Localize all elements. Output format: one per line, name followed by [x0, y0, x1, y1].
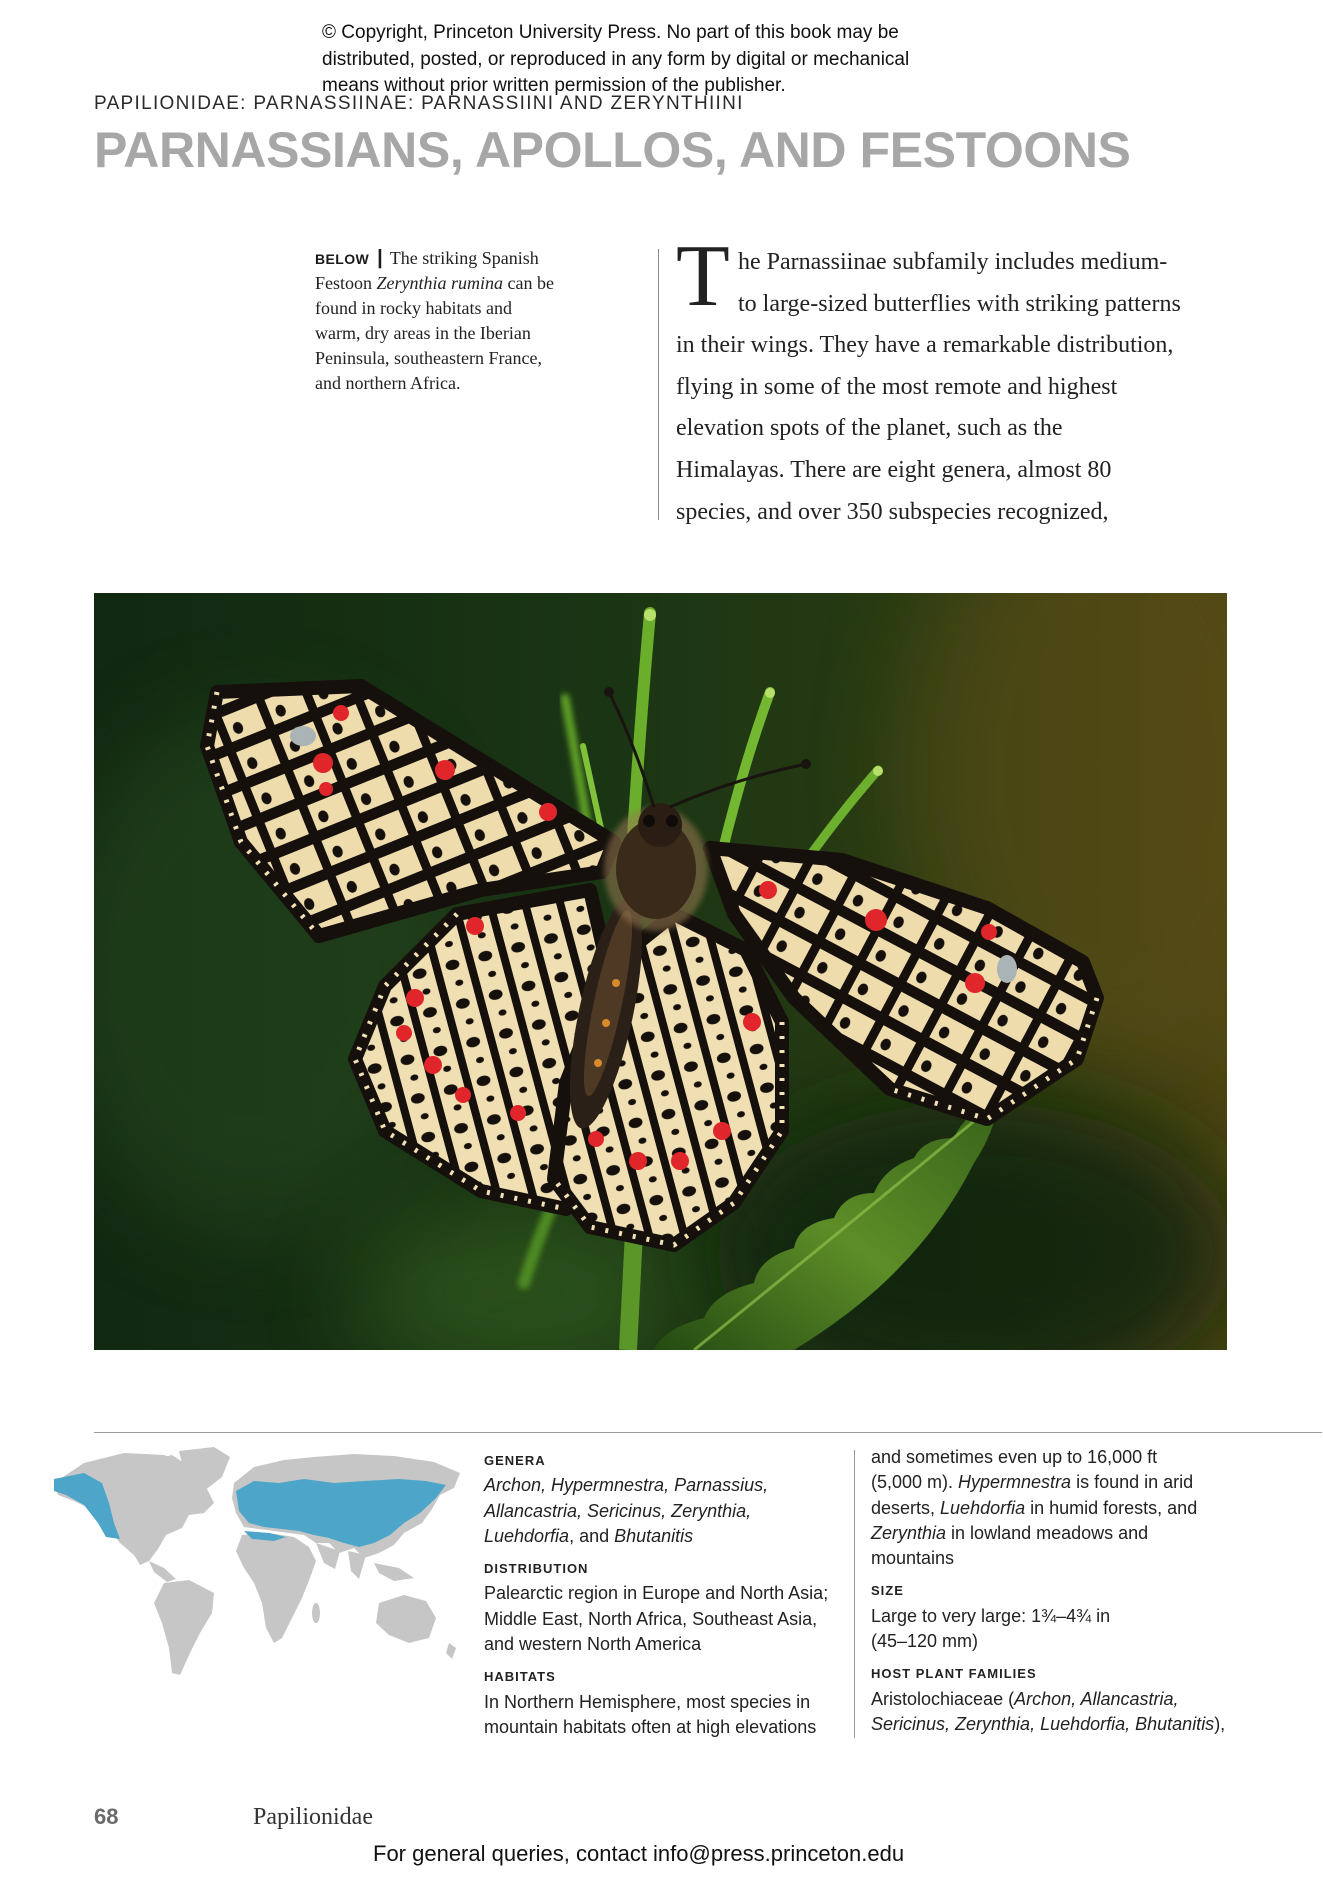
continent-australia [376, 1595, 436, 1643]
butterfly-illustration [94, 593, 1227, 1350]
red-spot [539, 803, 557, 821]
red-spot [313, 753, 333, 773]
caption-label: BELOW [315, 251, 370, 267]
grey-wing-spot [290, 726, 316, 746]
fact-section [871, 1661, 1301, 1737]
caption-line [315, 346, 595, 371]
fact-line [484, 1524, 846, 1549]
abdomen-dot [602, 1019, 610, 1027]
italic-term: Hypermnestra [958, 1472, 1072, 1493]
copyright-line: means without prior written permission of the publisher. [322, 75, 786, 96]
facts-divider [854, 1450, 855, 1738]
red-spot [629, 1152, 647, 1170]
fact-text [871, 1604, 1301, 1655]
fact-line [484, 1607, 846, 1632]
southeast-asia-islands [374, 1563, 414, 1581]
page-number: 68 [94, 1804, 119, 1829]
copyright-notice [322, 20, 909, 100]
red-spot [319, 782, 333, 796]
new-zealand [446, 1643, 456, 1659]
italic-term: Sericinus, Zerynthia, Luehdorfia, Bhutanitis [871, 1713, 1215, 1734]
intro-line: Himalayas. There are eight genera, almost 80 [676, 456, 1112, 483]
italic-term: Zerynthia rumina [376, 273, 504, 293]
text-segment: Festoon [315, 273, 377, 293]
running-head: Papilionidae [253, 1804, 373, 1830]
red-spot [435, 760, 455, 780]
fact-line [484, 1715, 846, 1740]
caption-line [315, 271, 595, 296]
red-spot [396, 1025, 412, 1041]
fact-section [871, 1578, 1301, 1654]
intro-line: to large-sized butterflies with striking patterns [738, 290, 1181, 317]
page-title: PARNASSIANS, APOLLOS, AND FESTOONS [94, 122, 1131, 178]
text-segment: Middle East, North Africa, Southeast Asia, [484, 1608, 818, 1629]
red-spot [671, 1152, 689, 1170]
madagascar [312, 1603, 320, 1623]
text-segment: The striking Spanish [389, 248, 539, 268]
fact-section [484, 1448, 846, 1549]
fact-line [871, 1629, 1301, 1654]
red-spot [743, 1013, 761, 1031]
eye [666, 815, 678, 827]
italic-term: Archon, Hypermnestra, Parnassius, [484, 1475, 769, 1496]
continent-africa [236, 1533, 316, 1643]
red-spot [466, 917, 484, 935]
fact-line [871, 1546, 1301, 1571]
text-segment: deserts, [871, 1497, 941, 1518]
italic-term: Allancastria, Sericinus, Zerynthia, [484, 1500, 752, 1521]
contact-line: For general queries, contact info@press.princeton.edu [373, 1841, 905, 1866]
stem-tip [765, 688, 775, 698]
fact-line [871, 1712, 1301, 1737]
photo-caption [315, 246, 595, 396]
butterfly-photo [94, 593, 1227, 1350]
red-spot [333, 705, 349, 721]
italic-term: Zerynthia [871, 1522, 947, 1543]
caption-line [315, 371, 595, 396]
fact-line [484, 1632, 846, 1657]
fact-text [871, 1687, 1301, 1738]
fact-line [871, 1687, 1301, 1712]
stem-tip [873, 766, 883, 776]
fact-text [484, 1690, 846, 1741]
fact-line [871, 1445, 1301, 1470]
indian-subcontinent [348, 1551, 366, 1579]
fact-section [484, 1664, 846, 1740]
text-segment: is found in arid [1071, 1472, 1194, 1493]
abdomen-dot [594, 1059, 602, 1067]
continent-south-america [154, 1580, 214, 1675]
red-spot [424, 1056, 442, 1074]
central-america [149, 1561, 176, 1582]
fact-label: SIZE [871, 1583, 904, 1599]
italic-term: Archon, Allancastria, [1014, 1688, 1179, 1709]
world-map [54, 1443, 463, 1684]
red-spot [865, 909, 887, 931]
fact-label: GENERA [484, 1453, 546, 1468]
red-spot [759, 881, 777, 899]
fact-section [871, 1445, 1301, 1571]
red-spot [406, 989, 424, 1007]
fact-section [484, 1556, 846, 1657]
intro-text [676, 242, 1276, 533]
facts-column-left [484, 1448, 846, 1740]
text-segment: (5,000 m). [871, 1472, 959, 1493]
fact-text [484, 1473, 846, 1549]
intro-line: in their wings. They have a remarkable distribution, [676, 332, 1174, 359]
section-subheading: PAPILIONIDAE: PARNASSIINAE: PARNASSIINI AND ZERYNTHIINI [94, 93, 744, 114]
fact-line [484, 1581, 846, 1606]
fact-label: HOST PLANT FAMILIES [871, 1666, 1037, 1682]
fact-line [484, 1473, 846, 1498]
text-segment: mountains [871, 1548, 955, 1569]
facts-column-right [871, 1445, 1301, 1737]
text-segment: can be [503, 273, 554, 293]
range-map [54, 1443, 463, 1684]
intro-line: he Parnassiinae subfamily includes medium- [738, 249, 1168, 275]
fact-line [871, 1604, 1301, 1629]
text-segment: Palearctic region in Europe and North Asia; [484, 1583, 829, 1604]
intro-line: flying in some of the most remote and highest [676, 373, 1118, 400]
text-segment: (45–120 mm) [871, 1631, 979, 1652]
copyright-line: distributed, posted, or reproduced in any form by digital or mechanical [322, 48, 910, 70]
red-spot [455, 1087, 471, 1103]
caption-separator: | [377, 247, 383, 269]
fact-text [484, 1581, 846, 1657]
fact-text [871, 1445, 1301, 1571]
intro-line: species, and over 350 subspecies recognized, [676, 498, 1109, 525]
grey-wing-spot [997, 955, 1017, 983]
text-segment: found in rocky habitats and [315, 298, 512, 318]
fact-line [871, 1521, 1301, 1546]
caption-line [315, 246, 595, 271]
copyright-line: © Copyright, Princeton University Press. No part of this book may be [322, 22, 899, 43]
section-rule [94, 1432, 1322, 1433]
italic-term: Luehdorfia [484, 1525, 570, 1546]
italic-term: Luehdorfia [940, 1497, 1026, 1518]
caption-line [315, 296, 595, 321]
red-spot [713, 1122, 731, 1140]
red-spot [965, 973, 985, 993]
text-segment: mountain habitats often at high elevations [484, 1716, 817, 1737]
caption-line [315, 321, 595, 346]
text-segment: , and [569, 1525, 615, 1546]
text-segment: in lowland meadows and [946, 1522, 1149, 1543]
fact-line [871, 1496, 1301, 1521]
red-spot [588, 1131, 604, 1147]
intro-line: elevation spots of the planet, such as the [676, 415, 1063, 442]
text-segment: Aristolochiaceae ( [871, 1688, 1015, 1709]
text-segment: and sometimes even up to 16,000 ft [871, 1447, 1158, 1467]
italic-term: Bhutanitis [614, 1525, 694, 1546]
abdomen-dot [612, 979, 620, 987]
eye [643, 815, 655, 827]
column-divider [658, 249, 659, 520]
drop-cap: T [676, 228, 730, 325]
fact-line [871, 1470, 1301, 1495]
text-segment: warm, dry areas in the Iberian [315, 323, 531, 343]
fact-line [484, 1499, 846, 1524]
fact-label: DISTRIBUTION [484, 1561, 589, 1577]
antenna-club [801, 759, 811, 769]
stem-tip [644, 609, 656, 621]
text-segment: ), [1214, 1713, 1226, 1734]
fact-line [484, 1690, 846, 1715]
text-segment: and northern Africa. [315, 373, 461, 393]
red-spot [981, 924, 997, 940]
text-segment: In Northern Hemisphere, most species in [484, 1691, 811, 1712]
fact-label: HABITATS [484, 1669, 556, 1685]
antenna-club [604, 687, 614, 697]
text-segment: and western North America [484, 1634, 702, 1655]
red-spot [510, 1105, 526, 1121]
text-segment: in humid forests, and [1025, 1497, 1198, 1518]
text-segment: Peninsula, southeastern France, [315, 348, 542, 368]
text-segment: Large to very large: 1¾–4¾ in [871, 1605, 1111, 1626]
